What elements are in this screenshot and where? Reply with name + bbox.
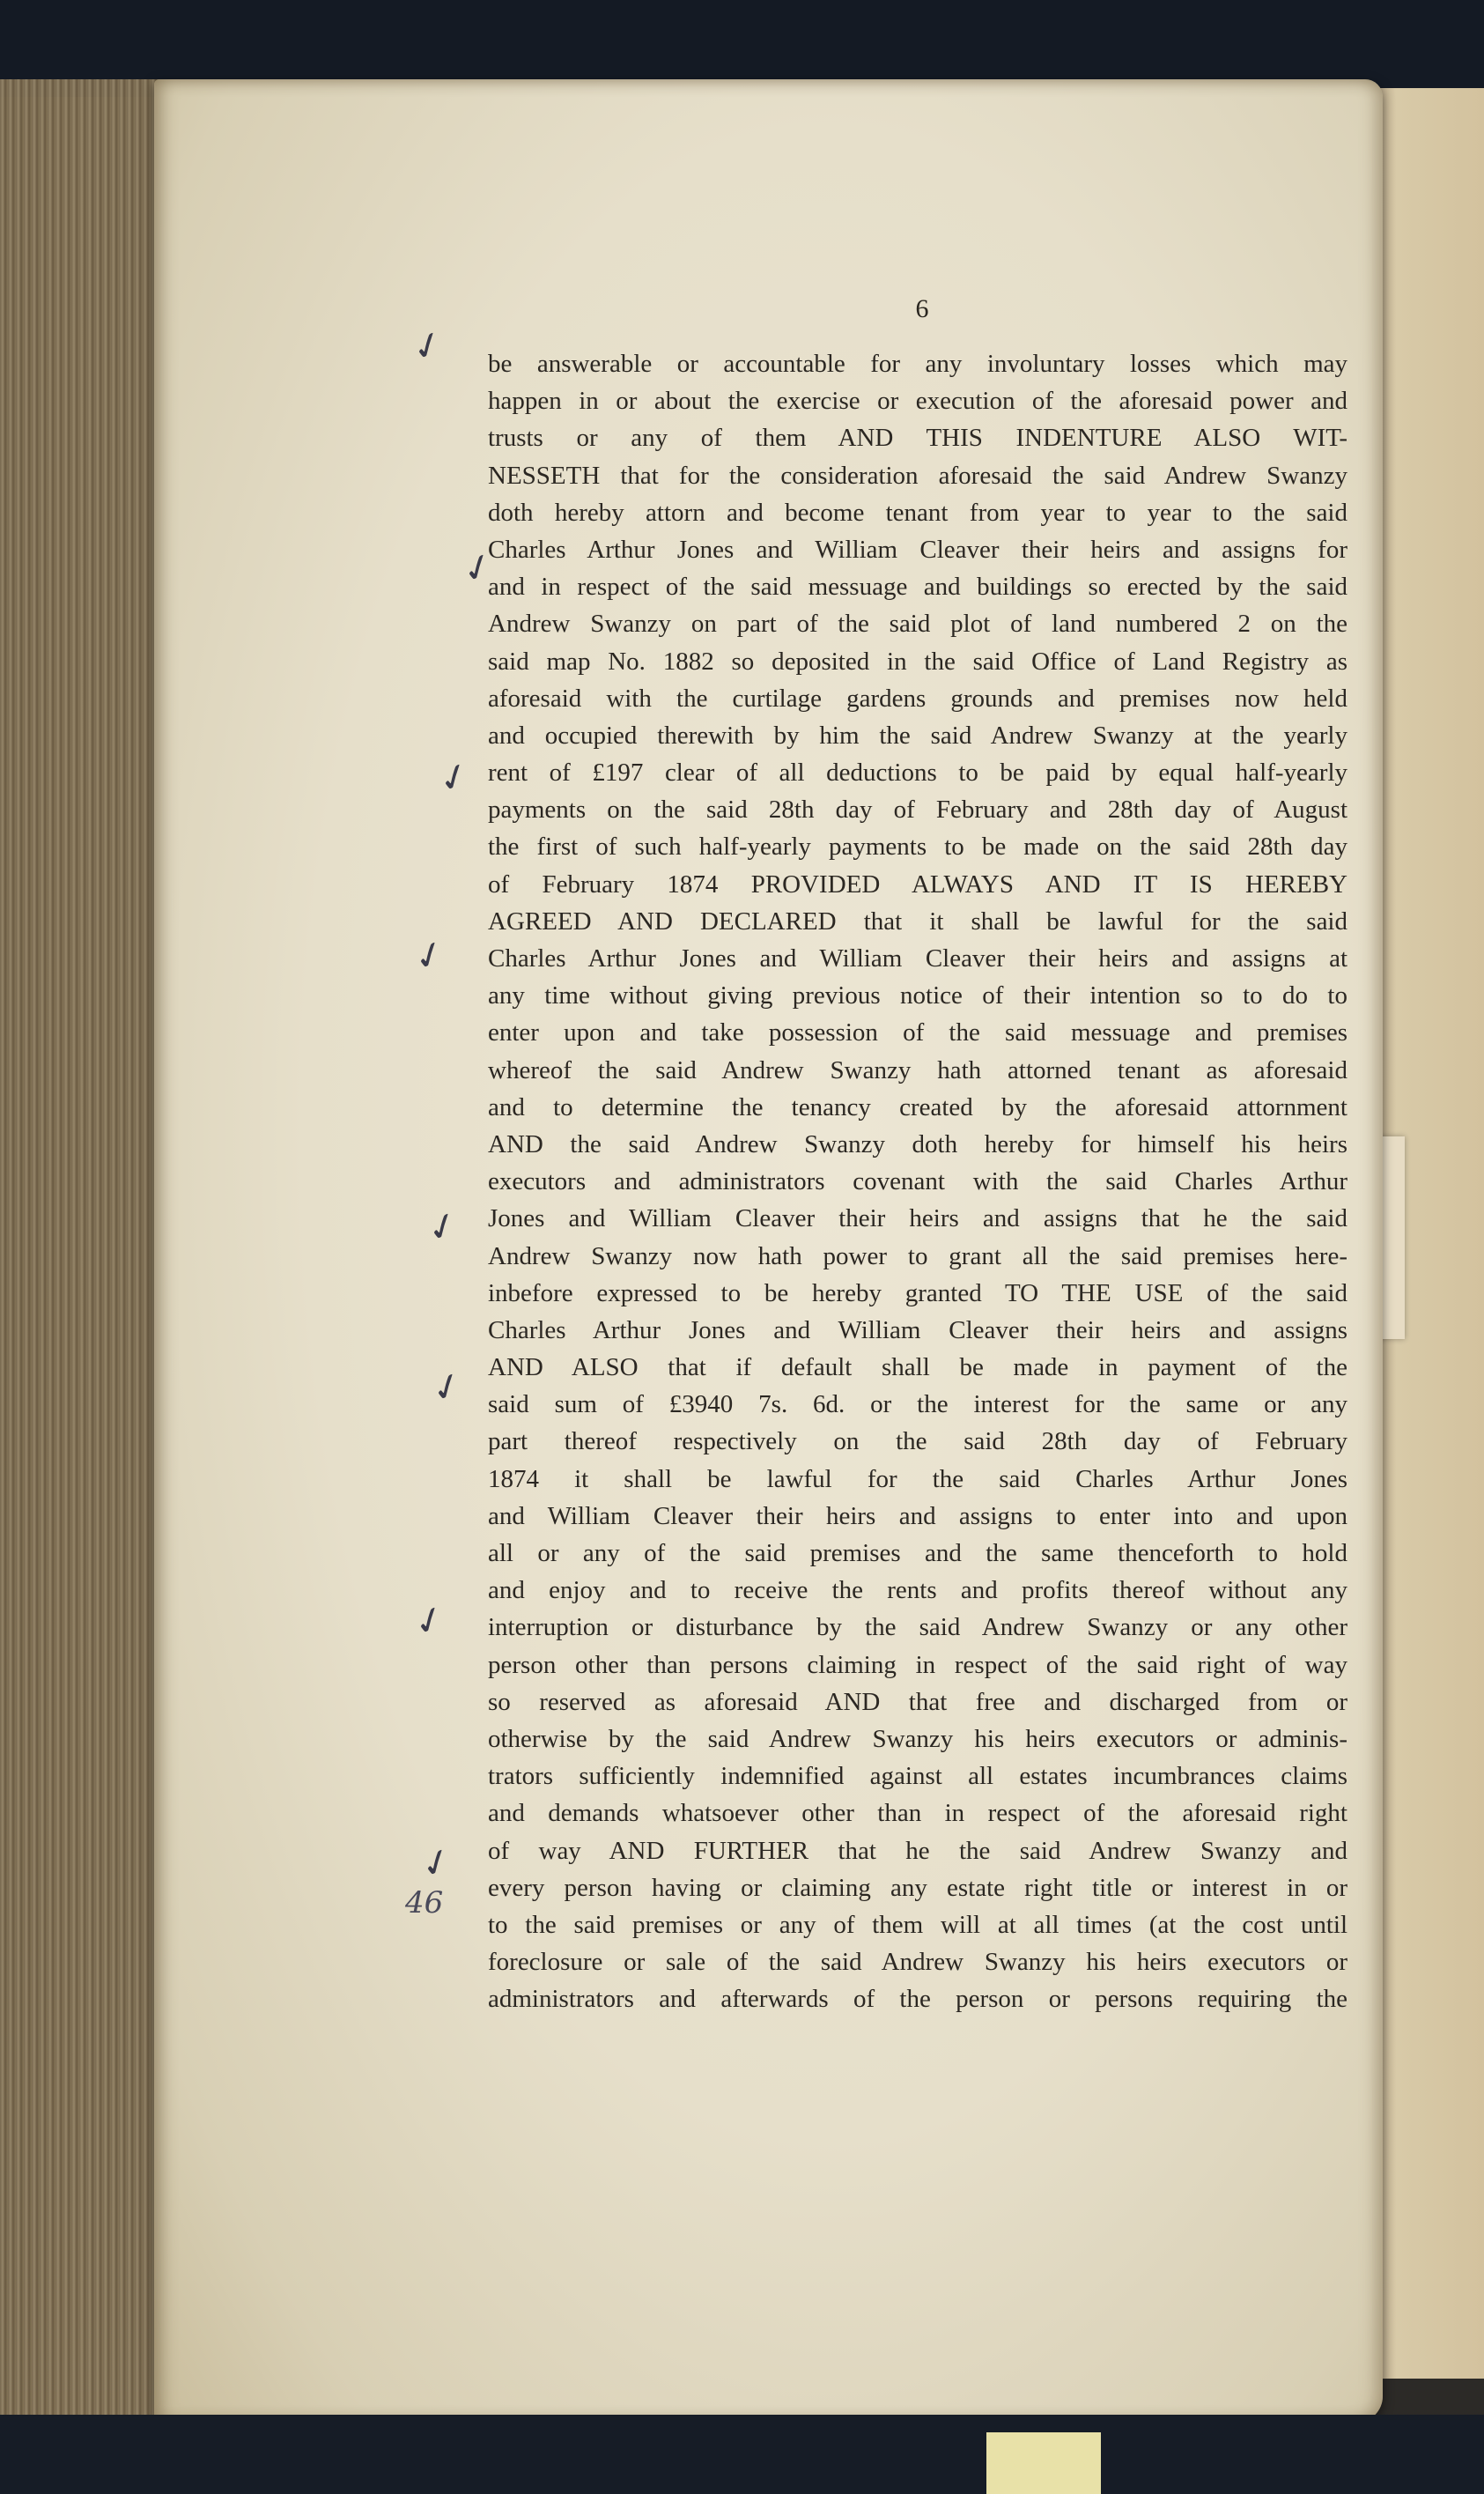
- margin-tick-mark: ✓: [432, 751, 476, 803]
- page-number: 6: [915, 294, 929, 323]
- margin-handwritten-note: 46: [405, 1885, 444, 1920]
- text-line: aforesaid with the curtilage gardens grounds and premises now held: [488, 684, 1347, 713]
- text-line: be answerable or accountable for any involuntary losses which may: [488, 350, 1347, 378]
- margin-tick-mark: ✓: [420, 1201, 465, 1253]
- text-line: person other than persons claiming in respect of the said right of way: [488, 1650, 1347, 1679]
- text-line: Andrew Swanzy on part of the said plot of land numbered 2 on the: [488, 610, 1347, 639]
- text-line: AGREED AND DECLARED that it shall be lawful for the said: [488, 907, 1347, 936]
- margin-tick-mark: ✓: [425, 1361, 469, 1413]
- text-line: part thereof respectively on the said 28th day of February: [488, 1427, 1347, 1456]
- text-line: doth hereby attorn and become tenant from year to year to the said: [488, 498, 1347, 527]
- deed-text: [488, 345, 1347, 2017]
- stacked-page-edges: [0, 79, 167, 2458]
- text-line: all or any of the said premises and the same thenceforth to hold: [488, 1539, 1347, 1567]
- text-line: whereof the said Andrew Swanzy hath attorned tenant as aforesaid: [488, 1055, 1347, 1084]
- text-line: Jones and William Cleaver their heirs and assigns that he the said: [488, 1204, 1347, 1233]
- text-line: to the said premises or any of them will at all times (at the cost until: [488, 1910, 1347, 1939]
- text-line: so reserved as aforesaid AND that free and discharged from or: [488, 1687, 1347, 1716]
- margin-tick-mark: ✓: [405, 320, 450, 372]
- text-line: interruption or disturbance by the said Andrew Swanzy or any other: [488, 1613, 1347, 1642]
- text-line: of way AND FURTHER that he the said Andrew Swanzy and: [488, 1836, 1347, 1865]
- text-line: and William Cleaver their heirs and assigns to enter into and upon: [488, 1501, 1347, 1530]
- text-line: trusts or any of them AND THIS INDENTURE ALSO WIT-: [488, 424, 1347, 453]
- text-line: foreclosure or sale of the said Andrew Swanzy his heirs executors or: [488, 1948, 1347, 1977]
- margin-tick-mark: ✓: [407, 929, 452, 981]
- text-line: otherwise by the said Andrew Swanzy his heirs executors or adminis-: [488, 1724, 1347, 1753]
- text-line: and to determine the tenancy created by the aforesaid attornment: [488, 1092, 1347, 1121]
- text-line: and demands whatsoever other than in respect of the aforesaid right: [488, 1799, 1347, 1828]
- text-line: and in respect of the said messuage and buildings so erected by the said: [488, 573, 1347, 602]
- text-line: payments on the said 28th day of February and 28th day of August: [488, 796, 1347, 825]
- text-line: Charles Arthur Jones and William Cleaver their heirs and assigns: [488, 1315, 1347, 1344]
- text-line: Charles Arthur Jones and William Cleaver their heirs and assigns at: [488, 944, 1347, 973]
- text-line: 1874 it shall be lawful for the said Charles Arthur Jones: [488, 1464, 1347, 1493]
- text-line: said sum of £3940 7s. 6d. or the interest for the same or any: [488, 1390, 1347, 1419]
- text-line: administrators and afterwards of the person or persons requiring the: [488, 1985, 1347, 2014]
- margin-tick-mark: ✓: [407, 1595, 452, 1647]
- text-line: said map No. 1882 so deposited in the said Office of Land Registry as: [488, 647, 1347, 676]
- margin-tick-mark: ✓: [414, 1837, 459, 1889]
- text-line: of February 1874 PROVIDED ALWAYS AND IT IS HEREBY: [488, 870, 1347, 899]
- text-line: NESSETH that for the consideration aforesaid the said Andrew Swanzy: [488, 461, 1347, 490]
- text-line: happen in or about the exercise or execution of the aforesaid power and: [488, 387, 1347, 416]
- bottom-background: [0, 2415, 1484, 2494]
- margin-tick-mark: ✓: [455, 542, 500, 594]
- text-line: trators sufficiently indemnified against all estates incumbrances claims: [488, 1762, 1347, 1791]
- text-line: and occupied therewith by him the said Andrew Swanzy at the yearly: [488, 721, 1347, 750]
- text-line: Andrew Swanzy now hath power to grant all the said premises here-: [488, 1241, 1347, 1270]
- text-line: AND the said Andrew Swanzy doth hereby for himself his heirs: [488, 1129, 1347, 1158]
- text-line: the first of such half-yearly payments to be made on the said 28th day: [488, 833, 1347, 862]
- text-line: executors and administrators covenant with the said Charles Arthur: [488, 1167, 1347, 1196]
- text-line: rent of £197 clear of all deductions to be paid by equal half-yearly: [488, 759, 1347, 788]
- text-line: AND ALSO that if default shall be made in payment of the: [488, 1353, 1347, 1382]
- text-line: any time without giving previous notice of their intention so to do to: [488, 981, 1347, 1010]
- text-line: Charles Arthur Jones and William Cleaver their heirs and assigns for: [488, 535, 1347, 564]
- text-line: and enjoy and to receive the rents and profits thereof without any: [488, 1576, 1347, 1605]
- bottom-paper-tab: [986, 2432, 1101, 2494]
- text-line: inbefore expressed to be hereby granted TO THE USE of the said: [488, 1278, 1347, 1307]
- text-line: enter upon and take possession of the said messuage and premises: [488, 1018, 1347, 1047]
- text-line: every person having or claiming any estate right title or interest in or: [488, 1873, 1347, 1902]
